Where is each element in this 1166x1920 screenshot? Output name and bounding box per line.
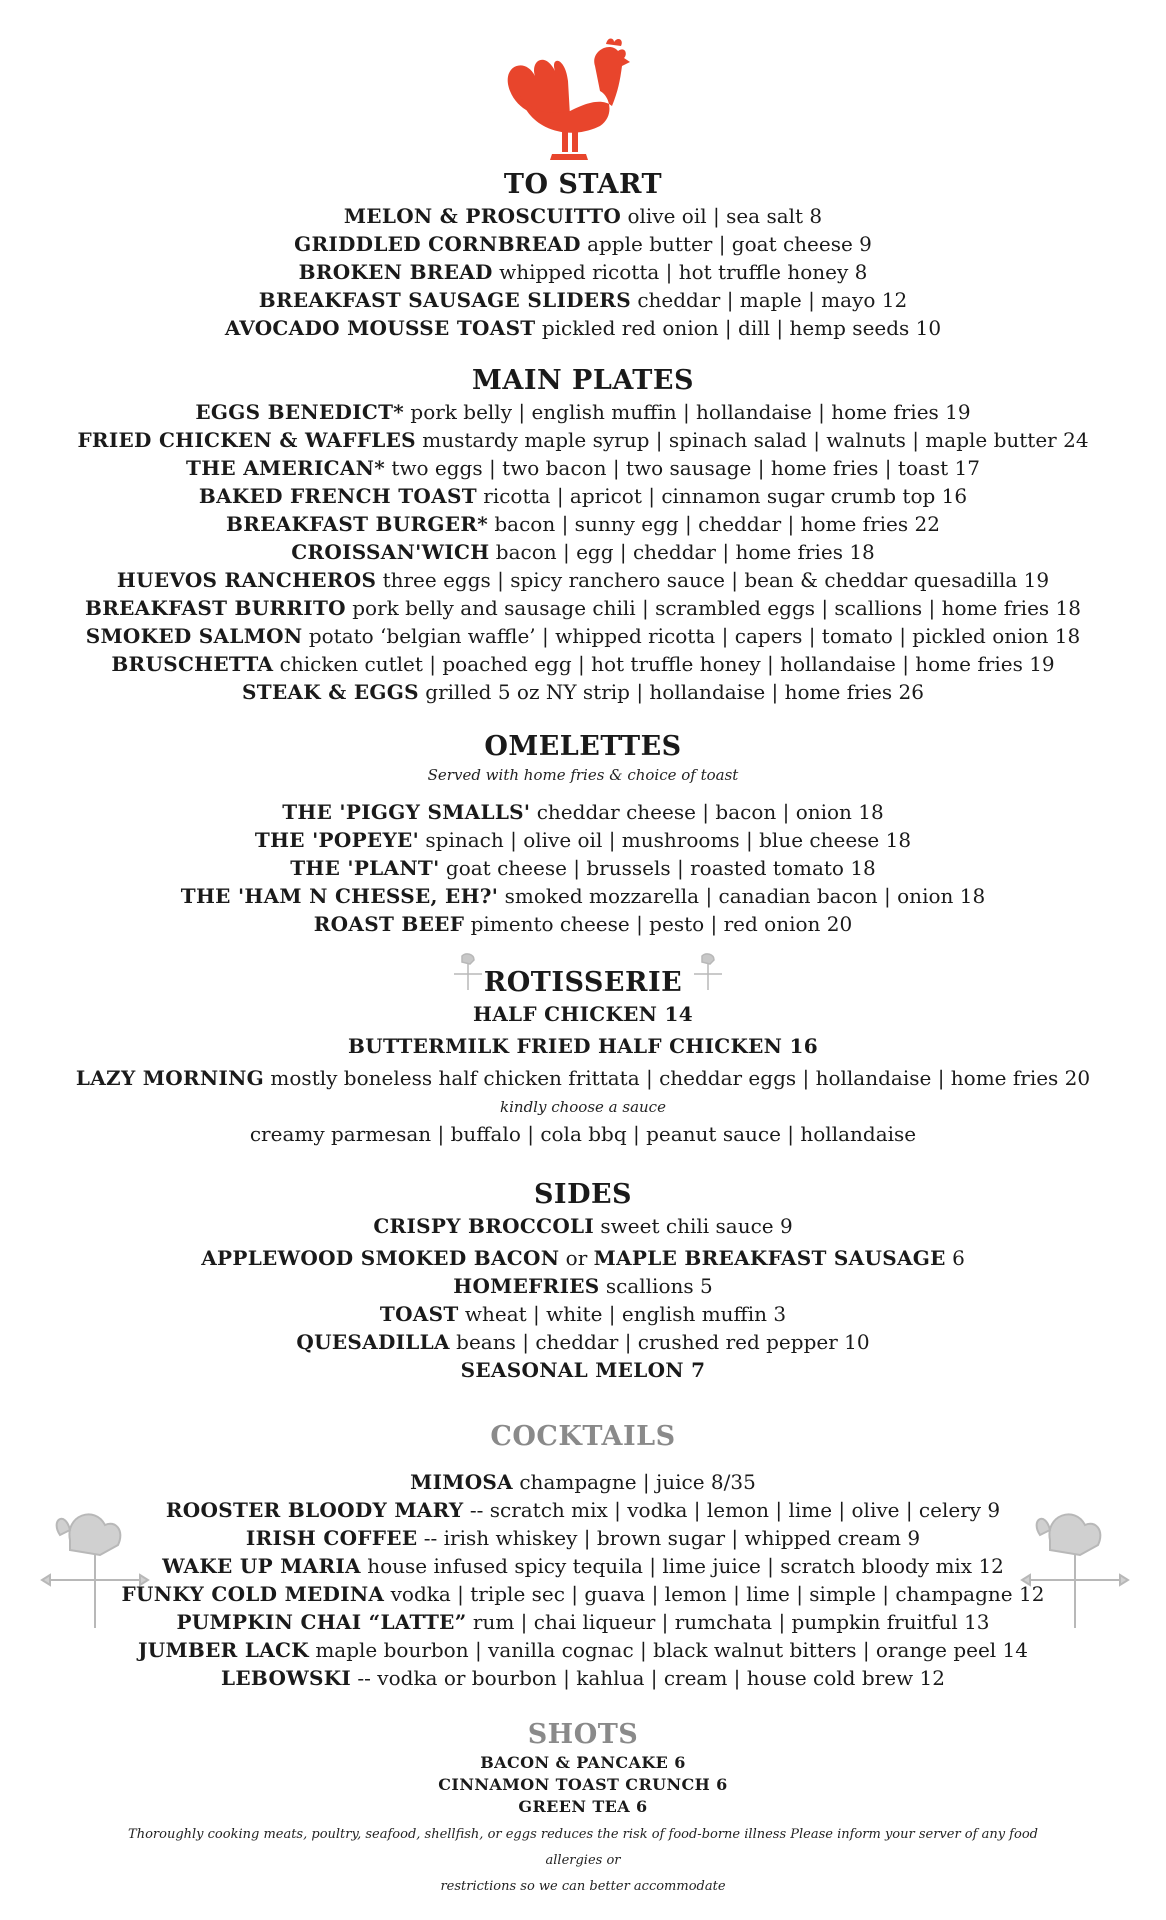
menu-item: THE 'POPEYE' spinach | olive oil | mushrooms | blue cheese 18 (254, 828, 912, 852)
menu-item: JUMBER LACK maple bourbon | vanilla cognac | black walnut bitters | orange peel 14 (137, 1638, 1028, 1662)
menu-item: BROKEN BREAD whipped ricotta | hot truffle honey 8 (298, 260, 868, 284)
menu-item: LEBOWSKI -- vodka or bourbon | kahlua | cream | house cold brew 12 (221, 1666, 945, 1690)
menu-item: THE 'PIGGY SMALLS' cheddar cheese | bacon | onion 18 (282, 800, 884, 824)
menu-item: QUESADILLA beans | cheddar | crushed red pepper 10 (296, 1330, 870, 1354)
menu-item: CINNAMON TOAST CRUNCH 6 (438, 1775, 728, 1794)
menu-item: MIMOSA champagne | juice 8/35 (410, 1470, 756, 1494)
menu-item: BRUSCHETTA chicken cutlet | poached egg | hot truffle honey | hollandaise | home fries 19 (111, 652, 1055, 676)
section-title: ROTISSERIE (483, 967, 683, 998)
menu-item: WAKE UP MARIA house infused spicy tequila | lime juice | scratch bloody mix 12 (162, 1554, 1004, 1578)
menu-item: ROOSTER BLOODY MARY -- scratch mix | vodka | lemon | lime | olive | celery 9 (165, 1498, 1001, 1522)
menu-item: MELON & PROSCUITTO olive oil | sea salt 8 (343, 204, 823, 228)
menu-item: PUMPKIN CHAI “LATTE” rum | chai liqueur | rumchata | pumpkin fruitful 13 (176, 1610, 990, 1634)
menu-item: GRIDDLED CORNBREAD apple butter | goat cheese 9 (294, 232, 872, 256)
section-note: Served with home fries & choice of toast (427, 766, 739, 784)
menu-item: BACON & PANCAKE 6 (480, 1753, 686, 1772)
menu-item: SMOKED SALMON potato ‘belgian waffle’ | whipped ricotta | capers | tomato | pickled onion 18 (85, 624, 1081, 648)
menu-item: CROISSAN'WICH bacon | egg | cheddar | home fries 18 (291, 540, 875, 564)
sauce-options: creamy parmesan | buffalo | cola bbq | peanut sauce | hollandaise (249, 1122, 917, 1146)
rooster-icon (500, 36, 650, 166)
section-title: COCKTAILS (490, 1421, 676, 1452)
menu-item: EGGS BENEDICT* pork belly | english muffin | hollandaise | home fries 19 (195, 400, 971, 424)
section-omelettes (0, 730, 1166, 938)
section-title: TO START (503, 169, 663, 200)
menu-item: LAZY MORNING mostly boneless half chicken frittata | cheddar eggs | hollandaise | home fries 20 (75, 1066, 1091, 1090)
section-cocktails (0, 1420, 1166, 1692)
allergy-disclaimer: Thoroughly cooking meats, poultry, seafood, shellfish, or eggs reduces the risk of food-borne illness Please inform your server of any food allergies or restrictions so we can better accommodate (128, 1827, 1038, 1894)
menu-item: STEAK & EGGS grilled 5 oz NY strip | hollandaise | home fries 26 (242, 680, 924, 704)
menu-item: IRISH COFFEE -- irish whiskey | brown sugar | whipped cream 9 (245, 1526, 921, 1550)
menu-item: THE 'HAM N CHESSE, EH?' smoked mozzarella | canadian bacon | onion 18 (180, 884, 986, 908)
menu-item: GREEN TEA 6 (518, 1797, 648, 1816)
section-shots (0, 1718, 1166, 1818)
section-sides (0, 1178, 1166, 1384)
section-to-start (0, 168, 1166, 342)
section-title: SIDES (533, 1179, 633, 1210)
menu-item: FRIED CHICKEN & WAFFLES mustardy maple syrup | spinach salad | walnuts | maple butter 24 (77, 428, 1089, 452)
menu-item: BREAKFAST BURRITO pork belly and sausage chili | scrambled eggs | scallions | home fries 18 (85, 596, 1081, 620)
section-main-plates (0, 364, 1166, 706)
menu-item: BUTTERMILK FRIED HALF CHICKEN 16 (348, 1034, 818, 1058)
menu-item: HUEVOS RANCHEROS three eggs | spicy ranchero sauce | bean & cheddar quesadilla 19 (116, 568, 1050, 592)
section-title: OMELETTES (484, 731, 682, 762)
menu-item: SEASONAL MELON 7 (460, 1358, 706, 1382)
section-rotisserie (0, 966, 1166, 1148)
section-title: SHOTS (527, 1719, 639, 1750)
section-note: kindly choose a sauce (500, 1098, 666, 1116)
menu-item: ROAST BEEF pimento cheese | pesto | red onion 20 (313, 912, 853, 936)
menu-item: BAKED FRENCH TOAST ricotta | apricot | cinnamon sugar crumb top 16 (198, 484, 968, 508)
menu-item: TOAST wheat | white | english muffin 3 (379, 1302, 787, 1326)
menu-item: THE 'PLANT' goat cheese | brussels | roasted tomato 18 (290, 856, 876, 880)
section-title: MAIN PLATES (472, 365, 694, 396)
menu-item: CRISPY BROCCOLI sweet chili sauce 9 (373, 1214, 793, 1238)
menu-item: FUNKY COLD MEDINA vodka | triple sec | guava | lemon | lime | simple | champagne 12 (121, 1582, 1045, 1606)
menu-item: THE AMERICAN* two eggs | two bacon | two sausage | home fries | toast 17 (186, 456, 980, 480)
menu-item: HALF CHICKEN 14 (473, 1002, 693, 1026)
menu-item: BREAKFAST BURGER* bacon | sunny egg | cheddar | home fries 22 (226, 512, 940, 536)
menu-item: AVOCADO MOUSSE TOAST pickled red onion | dill | hemp seeds 10 (224, 316, 942, 340)
menu-item: HOMEFRIES scallions 5 (453, 1274, 713, 1298)
menu-item: BREAKFAST SAUSAGE SLIDERS cheddar | maple | mayo 12 (258, 288, 908, 312)
menu-item: APPLEWOOD SMOKED BACON or MAPLE BREAKFAST SAUSAGE 6 (201, 1246, 965, 1270)
